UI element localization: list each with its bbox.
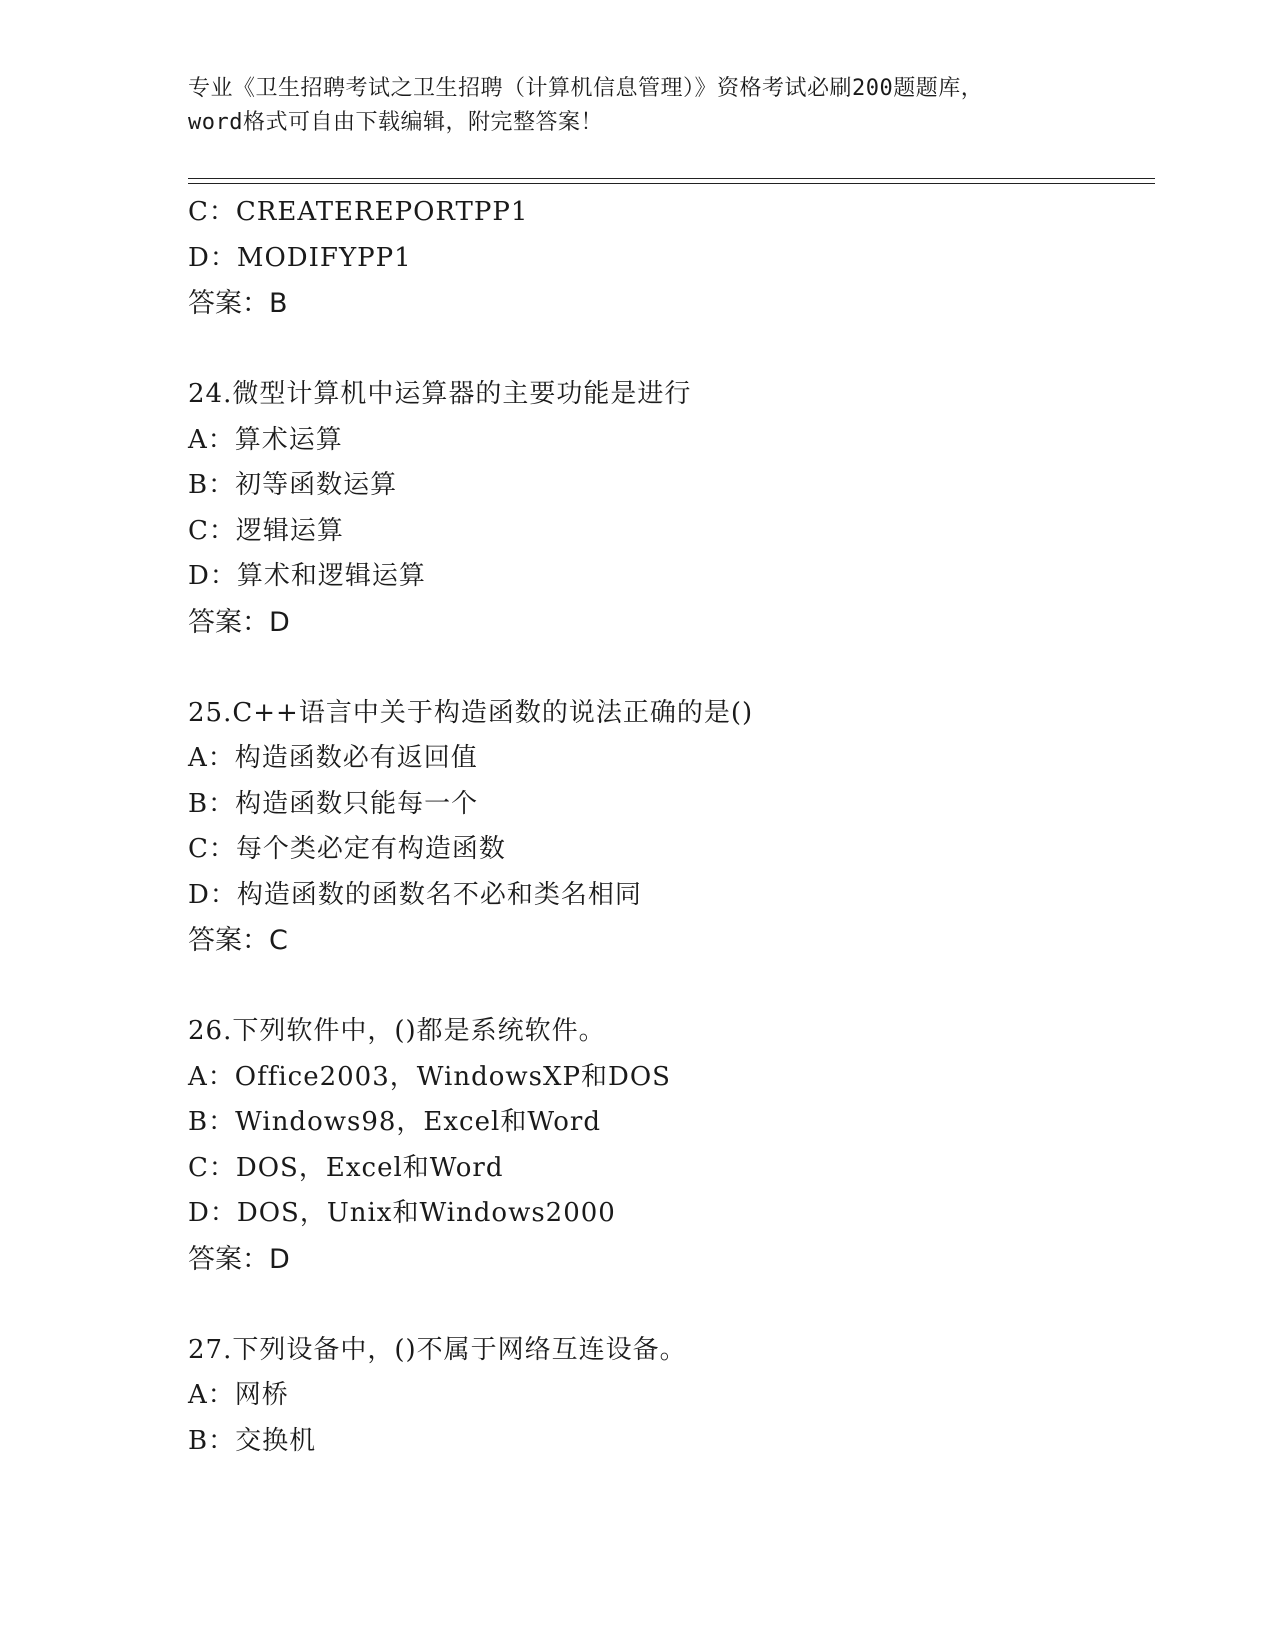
document-header: [188, 72, 1088, 140]
question-text: 24.微型计算机中运算器的主要功能是进行: [188, 379, 692, 409]
header-title-line-2: word格式可自由下载编辑，附完整答案！: [188, 110, 603, 135]
option-line: C：CREATEREPORTPP1: [188, 197, 529, 227]
question-text: 25.C++语言中关于构造函数的说法正确的是(): [188, 697, 754, 728]
option-line: A：网桥: [188, 1380, 289, 1410]
header-divider-bottom: [188, 183, 1155, 184]
block-spacer: [188, 964, 1148, 1010]
option-line: C：逻辑运算: [188, 515, 344, 546]
option-line: B：交换机: [188, 1425, 317, 1456]
option-line: A：算术运算: [188, 424, 343, 455]
question-text: 27.下列设备中，()不属于网络互连设备。: [188, 1334, 687, 1365]
option-line: D：算术和逻辑运算: [188, 561, 426, 591]
answer-line: 答案：D: [188, 606, 290, 638]
answer-line: 答案：B: [188, 288, 288, 319]
option-line: B：Windows98，Excel和Word: [188, 1107, 602, 1137]
question-block: [188, 372, 1148, 645]
answer-line: 答案：C: [188, 925, 288, 956]
block-spacer: [188, 1282, 1148, 1328]
question-block: [188, 691, 1148, 964]
header-divider-top: [188, 178, 1155, 179]
question-block: [188, 190, 1148, 327]
answer-line: 答案：D: [188, 1243, 290, 1275]
question-list: [188, 190, 1148, 1464]
option-line: B：初等函数运算: [188, 470, 398, 500]
question-block: [188, 1328, 1148, 1465]
block-spacer: [188, 327, 1148, 373]
option-line: A：Office2003，WindowsXP和DOS: [188, 1061, 671, 1092]
question-block: [188, 1009, 1148, 1282]
option-line: A：构造函数必有返回值: [188, 743, 478, 773]
block-spacer: [188, 645, 1148, 691]
option-line: C：每个类必定有构造函数: [188, 834, 506, 864]
option-line: C：DOS，Excel和Word: [188, 1152, 504, 1183]
option-line: B：构造函数只能每一个: [188, 788, 479, 819]
question-text: 26.下列软件中，()都是系统软件。: [188, 1016, 606, 1046]
option-line: D：MODIFYPP1: [188, 242, 412, 273]
option-line: D：构造函数的函数名不必和类名相同: [188, 879, 642, 910]
header-title-line-1: 专业《卫生招聘考试之卫生招聘（计算机信息管理）》资格考试必刷200题题库，: [188, 76, 984, 101]
option-line: D：DOS，Unix和Windows2000: [188, 1198, 616, 1228]
